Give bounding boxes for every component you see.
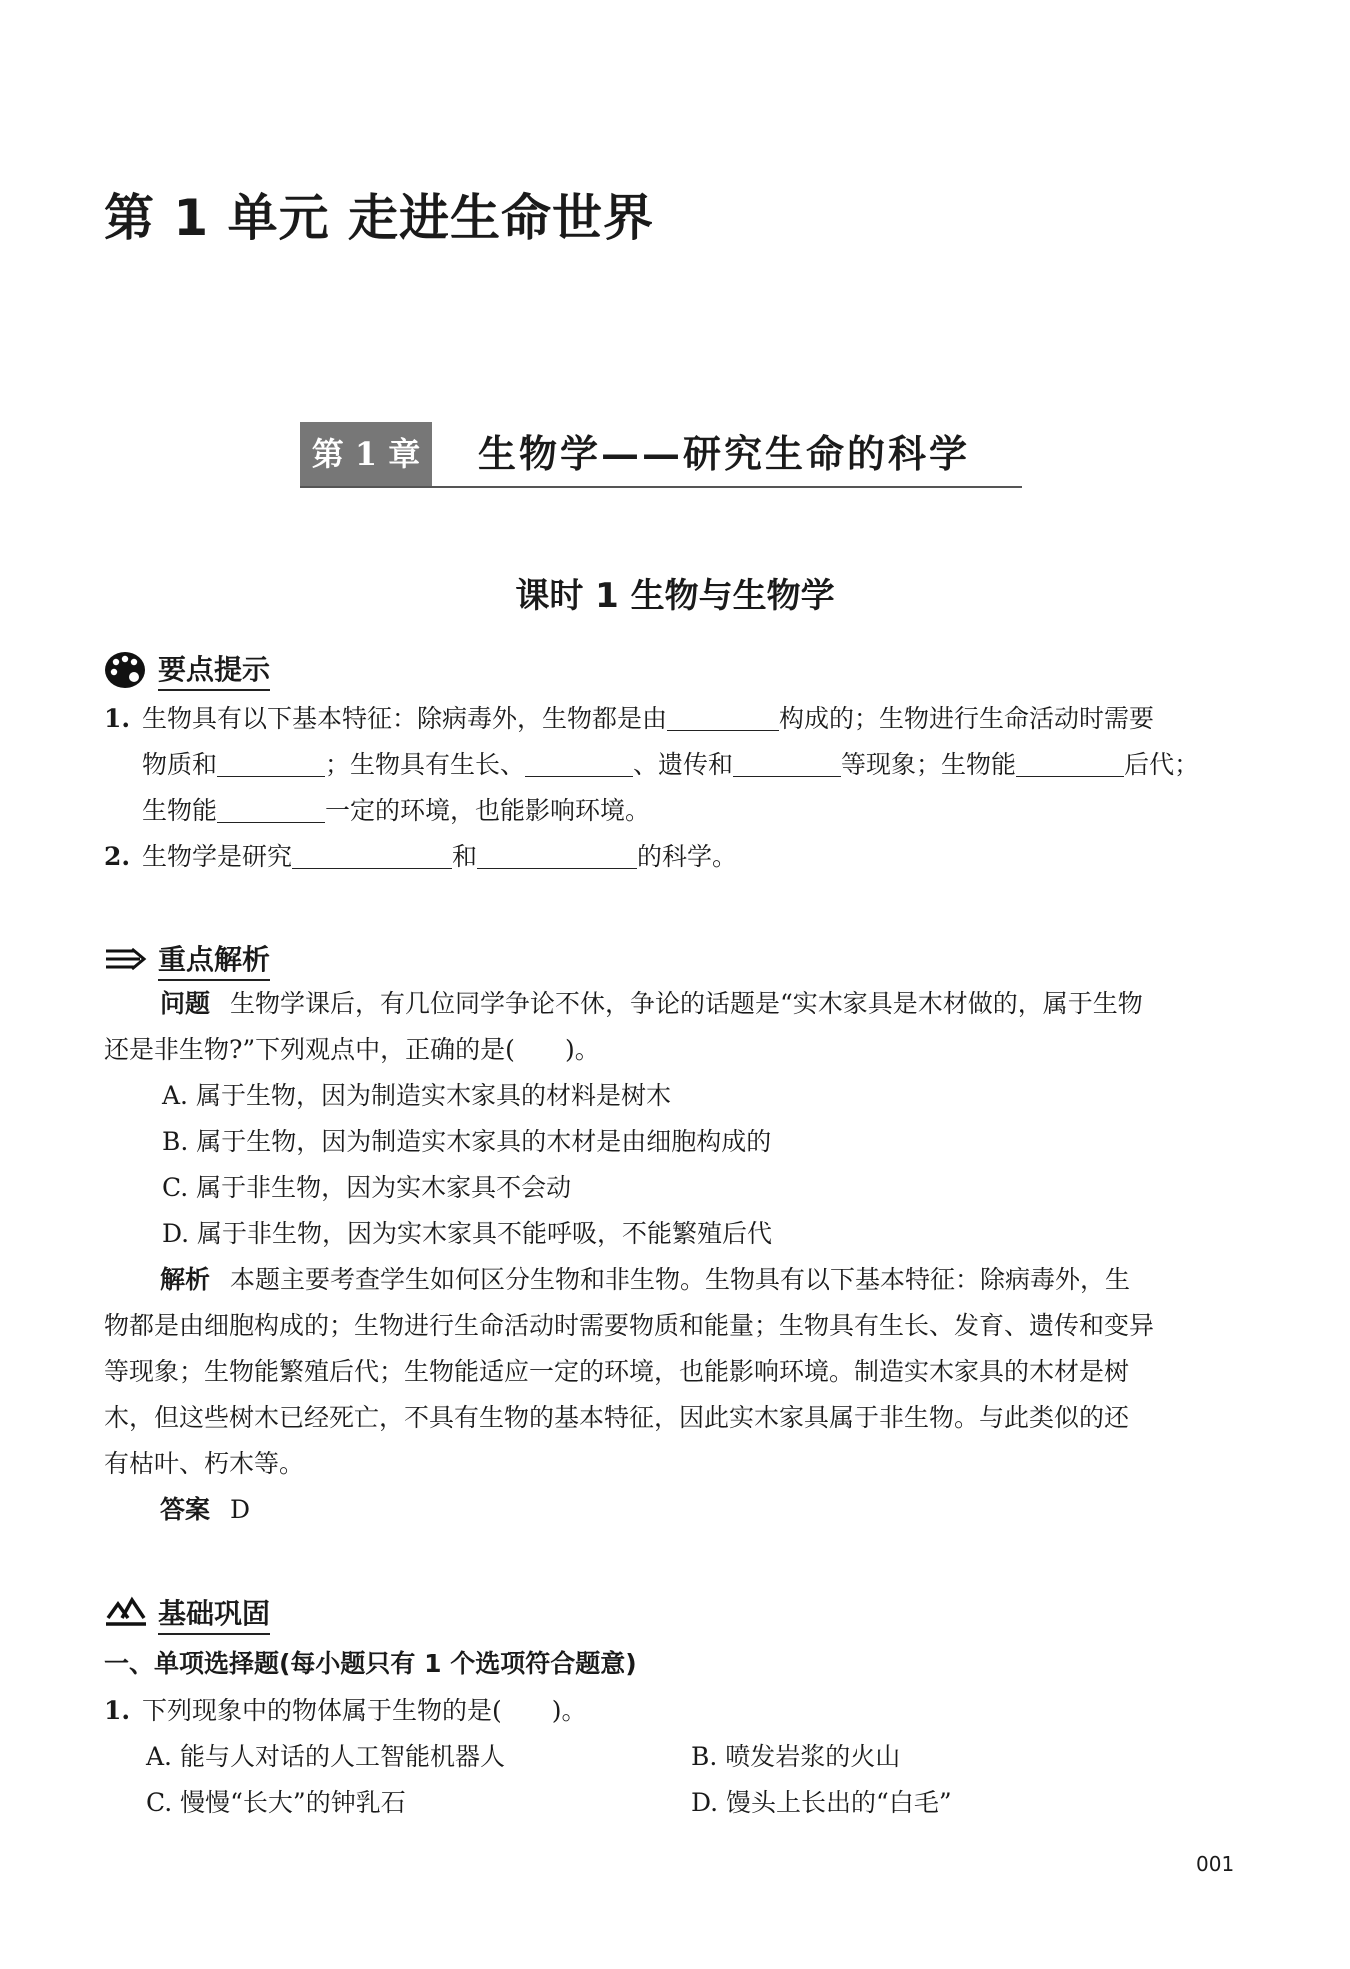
explain-text: 等现象；生物能繁殖后代；生物能适应一定的环境，也能影响环境。制造实木家具的木材是树 — [104, 1357, 1130, 1386]
palette-icon — [104, 650, 148, 690]
chapter-title: 生物学——研究生命的科学 — [478, 431, 971, 476]
analysis-body — [104, 981, 1226, 1533]
mountain-icon — [104, 1596, 148, 1632]
explain-tag: 解析 — [160, 1265, 211, 1294]
option-c[interactable]: C. 属于非生物，因为实木家具不会动 — [162, 1173, 572, 1202]
fill-blank[interactable] — [525, 746, 633, 777]
fill-blank[interactable] — [292, 838, 452, 869]
explain-text: 木，但这些树木已经死亡，不具有生物的基本特征，因此实木家具属于非生物。与此类似的还 — [104, 1403, 1130, 1432]
basics-heading — [104, 1592, 270, 1635]
explain-text: 物都是由细胞构成的；生物进行生命活动时需要物质和能量；生物具有生长、发育、遗传和变异 — [104, 1311, 1155, 1340]
question-1: 1. 下列现象中的物体属于生物的是( )。 A. 能与人对话的人工智能机器人 B. 喷发岩浆的火山 C. 慢慢“长大”的钟乳石 D. 馒头上长出的“白毛” — [104, 1688, 1226, 1826]
chapter-banner — [300, 422, 1022, 488]
lesson-title: 课时 1 生物与生物学 — [515, 576, 835, 616]
fill-blank[interactable] — [217, 792, 325, 823]
key-points-list — [104, 696, 1226, 880]
q1-option-b[interactable]: B. 喷发岩浆的火山 — [691, 1742, 901, 1771]
section-title: 一、单项选择题(每小题只有 1 个选项符合题意) — [104, 1649, 637, 1678]
option-a[interactable]: A. 属于生物，因为制造实木家具的材料是树木 — [162, 1081, 671, 1110]
analysis-heading — [104, 938, 270, 981]
fill-blank[interactable] — [217, 746, 325, 777]
question-text: 还是非生物?”下列观点中，正确的是( )。 — [104, 1035, 600, 1064]
fill-blank[interactable] — [477, 838, 637, 869]
q1-option-c[interactable]: C. 慢慢“长大”的钟乳石 — [146, 1788, 406, 1817]
question-tag: 问题 — [160, 989, 211, 1018]
fill-blank[interactable] — [733, 746, 841, 777]
chapter-number: 第 1 章 — [300, 422, 432, 486]
key-points-label: 要点提示 — [158, 648, 270, 691]
unit-title: 第 1 单元 走进生命世界 — [104, 189, 655, 247]
question-1-text: 下列现象中的物体属于生物的是( )。 — [142, 1696, 587, 1725]
option-d[interactable]: D. 属于非生物，因为实木家具不能呼吸，不能繁殖后代 — [162, 1219, 773, 1248]
fill-blank[interactable] — [1016, 746, 1124, 777]
question-text: 生物学课后，有几位同学争论不休，争论的话题是“实木家具是木材做的，属于生物 — [230, 989, 1143, 1018]
key-point-1: 1. 生物具有以下基本特征：除病毒外，生物都是由 构成的；生物进行生命活动时需要 物质和 ；生物具有生长、 、遗传和 等现象；生物能 后代； 生物能 一定的环境，也能影响环境。 — [104, 696, 1226, 834]
lines-arrow-icon — [104, 943, 148, 977]
q1-option-a[interactable]: A. 能与人对话的人工智能机器人 — [146, 1742, 505, 1771]
q1-option-d[interactable]: D. 馒头上长出的“白毛” — [691, 1788, 952, 1817]
key-points-heading — [104, 648, 270, 691]
key-point-2: 2. 生物学是研究 和 的科学。 — [104, 834, 1226, 880]
basics-label: 基础巩固 — [158, 1592, 270, 1635]
answer-tag: 答案 — [160, 1495, 211, 1524]
page-number: 001 — [1196, 1852, 1235, 1876]
analysis-label: 重点解析 — [158, 938, 270, 981]
option-b[interactable]: B. 属于生物，因为制造实木家具的木材是由细胞构成的 — [162, 1127, 772, 1156]
answer-value: D — [230, 1495, 251, 1524]
explain-text: 有枯叶、朽木等。 — [104, 1449, 305, 1478]
explain-text: 本题主要考查学生如何区分生物和非生物。生物具有以下基本特征：除病毒外，生 — [230, 1265, 1131, 1294]
fill-blank[interactable] — [667, 700, 779, 731]
